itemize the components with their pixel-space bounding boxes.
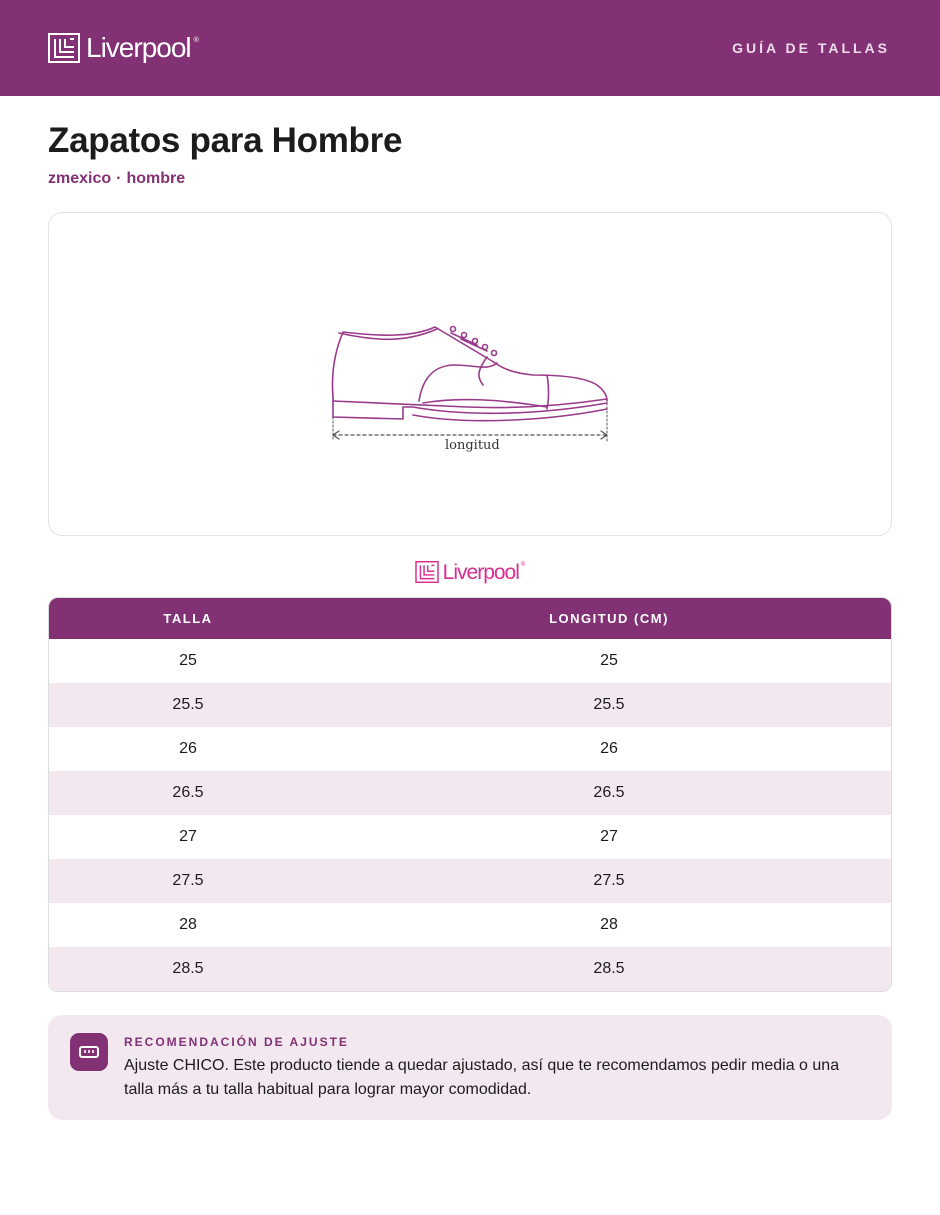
liverpool-watermark bbox=[48, 559, 892, 585]
table-row bbox=[49, 947, 891, 991]
table-row bbox=[49, 727, 891, 771]
table-row bbox=[49, 639, 891, 683]
size-table bbox=[48, 597, 892, 992]
table-body bbox=[49, 639, 891, 991]
table-row bbox=[49, 903, 891, 947]
liverpool-logo-icon bbox=[48, 33, 80, 63]
size-guide-link[interactable]: GUÍA DE TALLAS bbox=[732, 40, 890, 56]
size-cell: 27 bbox=[179, 828, 197, 845]
recommendation-text: Ajuste CHICO. Este producto tiende a quedar ajustado, así que te recomendamos pedir media o una talla más a tu talla habitual para lograr mayor comodidad. bbox=[124, 1057, 840, 1098]
size-cell: 28.5 bbox=[172, 960, 204, 977]
length-cell: 27.5 bbox=[593, 872, 625, 889]
ruler-icon bbox=[70, 1033, 108, 1071]
registered-mark: ® bbox=[520, 562, 526, 568]
length-cell: 26 bbox=[600, 740, 618, 757]
table-row bbox=[49, 815, 891, 859]
breadcrumb bbox=[48, 170, 892, 188]
liverpool-logo[interactable] bbox=[48, 33, 199, 63]
length-cell: 28.5 bbox=[593, 960, 625, 977]
measurement-diagram-card bbox=[48, 212, 892, 536]
size-cell: 26.5 bbox=[172, 784, 204, 801]
brand-name: Liverpool bbox=[86, 32, 191, 63]
length-cell: 25.5 bbox=[593, 696, 625, 713]
length-cell: 26.5 bbox=[593, 784, 625, 801]
size-cell: 28 bbox=[179, 916, 197, 933]
liverpool-logo-icon bbox=[415, 561, 439, 583]
fit-recommendation bbox=[48, 1015, 892, 1120]
page-title: Zapatos para Hombre bbox=[48, 121, 403, 160]
column-header-length: LONGITUD (CM) bbox=[549, 611, 669, 626]
column-header-size: TALLA bbox=[163, 611, 213, 626]
size-cell: 25 bbox=[179, 652, 197, 669]
registered-mark: ® bbox=[193, 37, 199, 44]
length-cell: 25 bbox=[600, 652, 618, 669]
length-cell: 28 bbox=[600, 916, 618, 933]
breadcrumb-brand[interactable]: zmexico bbox=[48, 170, 112, 187]
size-cell: 26 bbox=[179, 740, 197, 757]
table-row bbox=[49, 771, 891, 815]
size-cell: 27.5 bbox=[172, 872, 204, 889]
main-content bbox=[0, 120, 940, 1120]
watermark-brand-name: Liverpool bbox=[442, 560, 519, 584]
table-row bbox=[49, 859, 891, 903]
recommendation-title: RECOMENDACIÓN DE AJUSTE bbox=[124, 1035, 349, 1049]
table-header bbox=[49, 598, 891, 639]
length-cell: 27 bbox=[600, 828, 618, 845]
table-row bbox=[49, 683, 891, 727]
breadcrumb-separator: · bbox=[116, 170, 122, 187]
app-header bbox=[0, 0, 940, 96]
breadcrumb-category[interactable]: hombre bbox=[126, 170, 186, 187]
length-label: longitud bbox=[445, 438, 500, 453]
size-cell: 25.5 bbox=[172, 696, 204, 713]
recommendation-body bbox=[124, 1033, 872, 1120]
